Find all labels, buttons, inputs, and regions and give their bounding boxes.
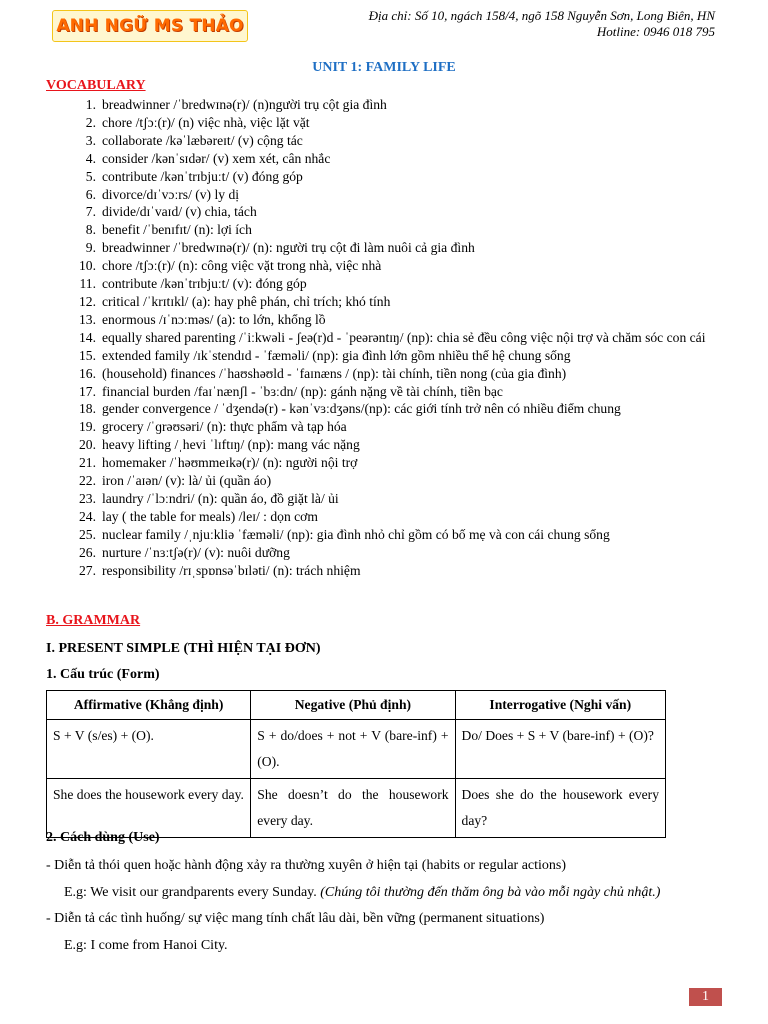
vocab-number: 21. xyxy=(79,455,96,471)
vocab-text: iron /ˈaɪən/ (v): là/ ủi (quần áo) xyxy=(102,473,272,489)
vocab-number: 4. xyxy=(85,150,96,166)
vocab-text: contribute /kənˈtrɪbjuːt/ (v) đóng góp xyxy=(102,168,303,184)
vocab-number: 26. xyxy=(79,544,96,560)
grammar-heading: B. GRAMMAR xyxy=(46,613,141,628)
vocab-text: consider /kənˈsɪdər/ (v) xem xét, cân nhắc xyxy=(102,150,331,166)
vocab-text: homemaker /ˈhəʊmmeɪkə(r)/ (n): người nội trợ xyxy=(102,455,358,471)
table-header-negative: Negative (Phủ định) xyxy=(251,691,455,720)
vocab-item xyxy=(46,347,726,365)
vocab-text: benefit /ˈbenɪfɪt/ (n): lợi ích xyxy=(102,222,252,238)
vocab-text: contribute /kənˈtrɪbjuːt/ (v): đóng góp xyxy=(102,276,307,292)
table-header-interrogative: Interrogative (Nghi vấn) xyxy=(455,691,665,720)
example-1-text: E.g: We visit our grandparents every Sunday. xyxy=(64,885,321,900)
vocab-text: equally shared parenting /ˈiːkwəli - ʃeə(r)d - ˈpeərəntɪŋ/ (np): chia sẻ đều công việc nội trợ và chăm sóc con cái xyxy=(102,329,706,345)
vocab-item xyxy=(46,526,726,544)
vocab-item xyxy=(46,400,726,418)
vocab-number: 5. xyxy=(85,168,96,184)
vocab-text: laundry /ˈlɔːndri/ (n): quần áo, đồ giặt là/ ủi xyxy=(102,490,339,506)
vocab-item xyxy=(46,311,726,329)
vocab-item xyxy=(46,562,726,580)
example-2: E.g: I come from Hanoi City. xyxy=(64,938,228,953)
vocab-item xyxy=(46,114,726,132)
page-number-badge: 1 xyxy=(689,988,722,1006)
vocab-number: 10. xyxy=(79,258,96,274)
vocab-text: responsibility /rɪˌspɒnsəˈbɪləti/ (n): trách nhiệm xyxy=(102,562,361,578)
vocab-text: (household) finances /ˈhaʊshəʊld - ˈfaɪnæns / (np): tài chính, tiền nong (của gia đình) xyxy=(102,365,567,381)
vocab-text: breadwinner /ˈbredwɪnə(r)/ (n): người trụ cột đi làm nuôi cả gia đình xyxy=(102,240,475,256)
vocab-item xyxy=(46,454,726,472)
vocab-item xyxy=(46,96,726,114)
vocab-number: 17. xyxy=(79,383,96,399)
vocab-number: 12. xyxy=(79,293,96,309)
vocab-number: 27. xyxy=(79,562,96,578)
table-cell: Do/ Does + S + V (bare-inf) + (O)? xyxy=(455,720,665,779)
vocab-text: divide/dɪˈvaɪd/ (v) chia, tách xyxy=(102,204,257,220)
vocab-item xyxy=(46,418,726,436)
vocab-text: grocery /ˈɡrəʊsəri/ (n): thực phẩm và tạp hóa xyxy=(102,419,347,435)
vocab-number: 23. xyxy=(79,490,96,506)
header-info xyxy=(369,8,715,40)
vocab-number: 19. xyxy=(79,419,96,435)
vocab-item xyxy=(46,472,726,490)
vocab-number: 1. xyxy=(85,97,96,112)
vocabulary-list xyxy=(46,96,726,579)
vocab-number: 16. xyxy=(79,365,96,381)
vocab-number: 3. xyxy=(85,132,96,148)
vocab-number: 15. xyxy=(79,347,96,363)
vocab-number: 6. xyxy=(85,186,96,202)
table-cell: S + V (s/es) + (O). xyxy=(47,720,251,779)
vocab-text: extended family /ɪkˈstendɪd - ˈfæməli/ (np): gia đình lớn gồm nhiều thế hệ chung sống xyxy=(102,347,571,363)
vocab-text: breadwinner /ˈbredwɪnə(r)/ (n)người trụ cột gia đình xyxy=(102,97,387,112)
table-row xyxy=(47,779,666,838)
vocab-item xyxy=(46,150,726,168)
logo-text: ANH NGỮ MS THẢO xyxy=(56,16,244,36)
vocab-item xyxy=(46,383,726,401)
use-item-2: - Diễn tả các tình huống/ sự việc mang tính chất lâu dài, bền vững (permanent situations) xyxy=(46,911,545,926)
vocab-number: 7. xyxy=(85,204,96,220)
use-item-1: - Diễn tả thói quen hoặc hành động xảy ra thường xuyên ở hiện tại (habits or regular actions) xyxy=(46,858,567,873)
vocab-number: 22. xyxy=(79,473,96,489)
table-cell: S + do/does + not + V (bare-inf) + (O). xyxy=(251,720,455,779)
vocab-item xyxy=(46,293,726,311)
vocab-number: 2. xyxy=(85,114,96,130)
vocab-item xyxy=(46,168,726,186)
vocab-number: 14. xyxy=(79,329,96,345)
vocab-text: nuclear family /ˌnjuːkliə ˈfæməli/ (np): gia đình nhỏ chỉ gồm có bố mẹ và con cái chung sống xyxy=(102,526,610,542)
vocab-number: 13. xyxy=(79,311,96,327)
vocab-text: heavy lifting /ˌhevi ˈlɪftɪŋ/ (np): mang vác nặng xyxy=(102,437,360,453)
vocab-text: divorce/dɪˈvɔːrs/ (v) ly dị xyxy=(102,186,240,202)
vocab-item xyxy=(46,186,726,204)
hotline-text: Hotline: 0946 018 795 xyxy=(596,24,715,39)
vocab-text: critical /ˈkrɪtɪkl/ (a): hay phê phán, chỉ trích; khó tính xyxy=(102,293,391,309)
grammar-table xyxy=(46,690,666,838)
vocab-number: 20. xyxy=(79,437,96,453)
vocab-item xyxy=(46,221,726,239)
section-title: I. PRESENT SIMPLE (THÌ HIỆN TẠI ĐƠN) xyxy=(46,641,321,656)
vocab-number: 8. xyxy=(85,222,96,238)
vocab-number: 24. xyxy=(79,508,96,524)
vocab-text: lay ( the table for meals) /leɪ/ : dọn cơm xyxy=(102,508,318,524)
address-text: Địa chỉ: Số 10, ngách 158/4, ngõ 158 Nguyễn Sơn, Long Biên, HN xyxy=(368,8,715,23)
vocab-item xyxy=(46,275,726,293)
vocab-item xyxy=(46,508,726,526)
vocab-text: chore /tʃɔː(r)/ (n) việc nhà, việc lặt vặt xyxy=(102,114,310,130)
vocabulary-heading: VOCABULARY xyxy=(46,78,146,93)
table-row xyxy=(47,720,666,779)
vocab-text: collaborate /kəˈlæbəreɪt/ (v) cộng tác xyxy=(102,132,303,148)
vocab-number: 9. xyxy=(85,240,96,256)
logo xyxy=(52,10,248,42)
vocab-item xyxy=(46,490,726,508)
page-title: UNIT 1: FAMILY LIFE xyxy=(312,60,456,75)
form-title: 1. Cấu trúc (Form) xyxy=(46,667,160,682)
vocab-text: enormous /ɪˈnɔːməs/ (a): to lớn, khổng lồ xyxy=(102,311,326,327)
table-cell: Does she do the housework every day? xyxy=(455,779,665,838)
vocab-item xyxy=(46,257,726,275)
vocab-item xyxy=(46,436,726,454)
vocab-item xyxy=(46,132,726,150)
table-cell: She does the housework every day. xyxy=(47,779,251,838)
vocab-number: 25. xyxy=(79,526,96,542)
vocab-item xyxy=(46,203,726,221)
vocab-item xyxy=(46,365,726,383)
vocab-item xyxy=(46,239,726,257)
table-header-affirmative: Affirmative (Khẳng định) xyxy=(47,691,251,720)
vocab-number: 11. xyxy=(79,276,96,292)
example-1 xyxy=(64,884,744,902)
vocab-item xyxy=(46,544,726,562)
vocab-item xyxy=(46,329,726,347)
vocab-text: chore /tʃɔː(r)/ (n): công việc vặt trong nhà, việc nhà xyxy=(102,258,382,274)
vocab-text: financial burden /faɪˈnænʃl - ˈbɜːdn/ (np): gánh nặng về tài chính, tiền bạc xyxy=(102,383,503,399)
table-cell: She doesn’t do the housework every day. xyxy=(251,779,455,838)
example-1-translation: (Chúng tôi thường đến thăm ông bà vào mỗi ngày chủ nhật.) xyxy=(320,885,661,900)
vocab-number: 18. xyxy=(79,401,96,417)
vocab-text: gender convergence / ˈdʒendə(r) - kənˈvɜːdʒəns/(np): các giới tính trở nên có nhiều điểm chung xyxy=(102,401,621,417)
vocab-text: nurture /ˈnɜːtʃə(r)/ (v): nuôi dưỡng xyxy=(102,544,290,560)
use-title: 2. Cách dùng (Use) xyxy=(46,830,160,845)
